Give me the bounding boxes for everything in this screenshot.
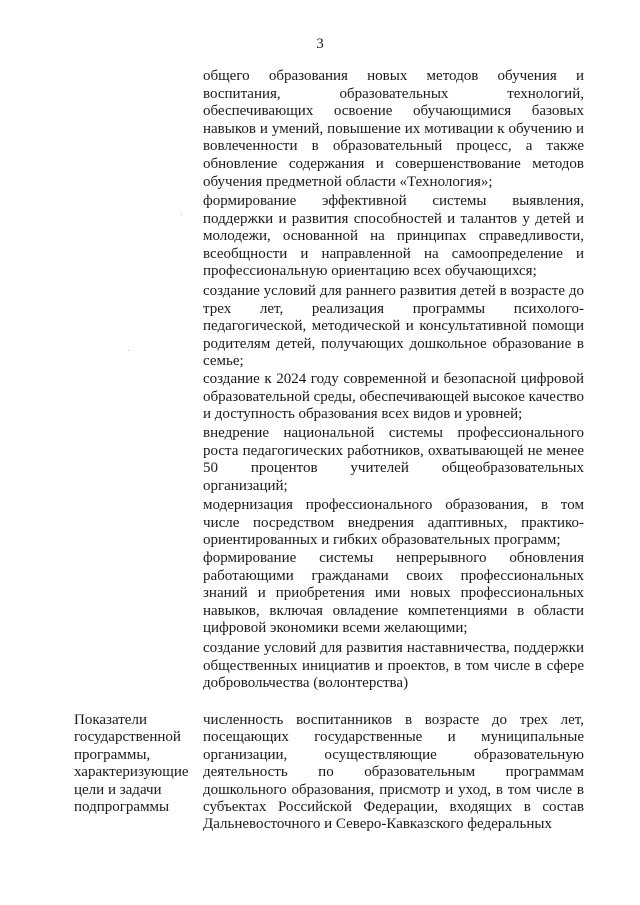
scan-speck (128, 350, 129, 351)
scan-speck (181, 214, 182, 215)
task-paragraph: создание к 2024 году современной и безопасной цифровой образовательной среды, обеспечивающей высокое качество и доступность образования всех видов и уровней; (203, 371, 585, 423)
task-paragraph: создание условий для развития наставничества, поддержки общественных инициатив и проектов, в том числе в сфере добровольчества (волонтерства) (203, 640, 584, 692)
task-paragraph: формирование системы непрерывного обновления работающими гражданами своих профессиональных знаний и приобретения ими новых профессиональных навыков, включая овладение компетенциями в области цифровой экономики всеми желающими; (203, 550, 584, 637)
indicators-text: численность воспитанников в возрасте до трех лет, посещающих государственные и муниципальные организации, осуществляющие образовательную деятельность по образовательным программам дошкольного образования, присмотр и уход, в том числе в субъектах Российской Федерации, входящих в состав Дальневосточного и Северо-Кавказского федеральных (203, 712, 584, 833)
page-number: 3 (316, 36, 324, 52)
task-paragraph: модернизация профессионального образования, в том числе посредством внедрения адаптивных, практико-ориентированных и гибких образовательных программ; (203, 497, 584, 549)
task-paragraph: формирование эффективной системы выявления, поддержки и развития способностей и талантов у детей и молодежи, основанной на принципах справедливости, всеобщности и направленной на самоопределение и профессиональную ориентацию всех обучающихся; (203, 193, 584, 280)
task-paragraph: общего образования новых методов обучения и воспитания, образовательных технологий, обеспечивающих освоение обучающимися базовых навыков и умений, повышение их мотивации к обучению и вовлеченности в образовательный процесс, а также обновление содержания и совершенствование методов обучения предметной области «Технология»; (203, 68, 584, 190)
task-paragraph: создание условий для раннего развития детей в возрасте до трех лет, реализация программы психолого-педагогической, методической и консультативной помощи родителям детей, получающих дошкольное образование в семье; (203, 283, 584, 370)
task-paragraph: внедрение национальной системы профессионального роста педагогических работников, охватывающей не менее 50 процентов учителей общеобразовательных организаций; (203, 425, 584, 494)
indicators-label: Показатели государственной программы, характеризующие цели и задачи подпрограммы (74, 712, 189, 816)
